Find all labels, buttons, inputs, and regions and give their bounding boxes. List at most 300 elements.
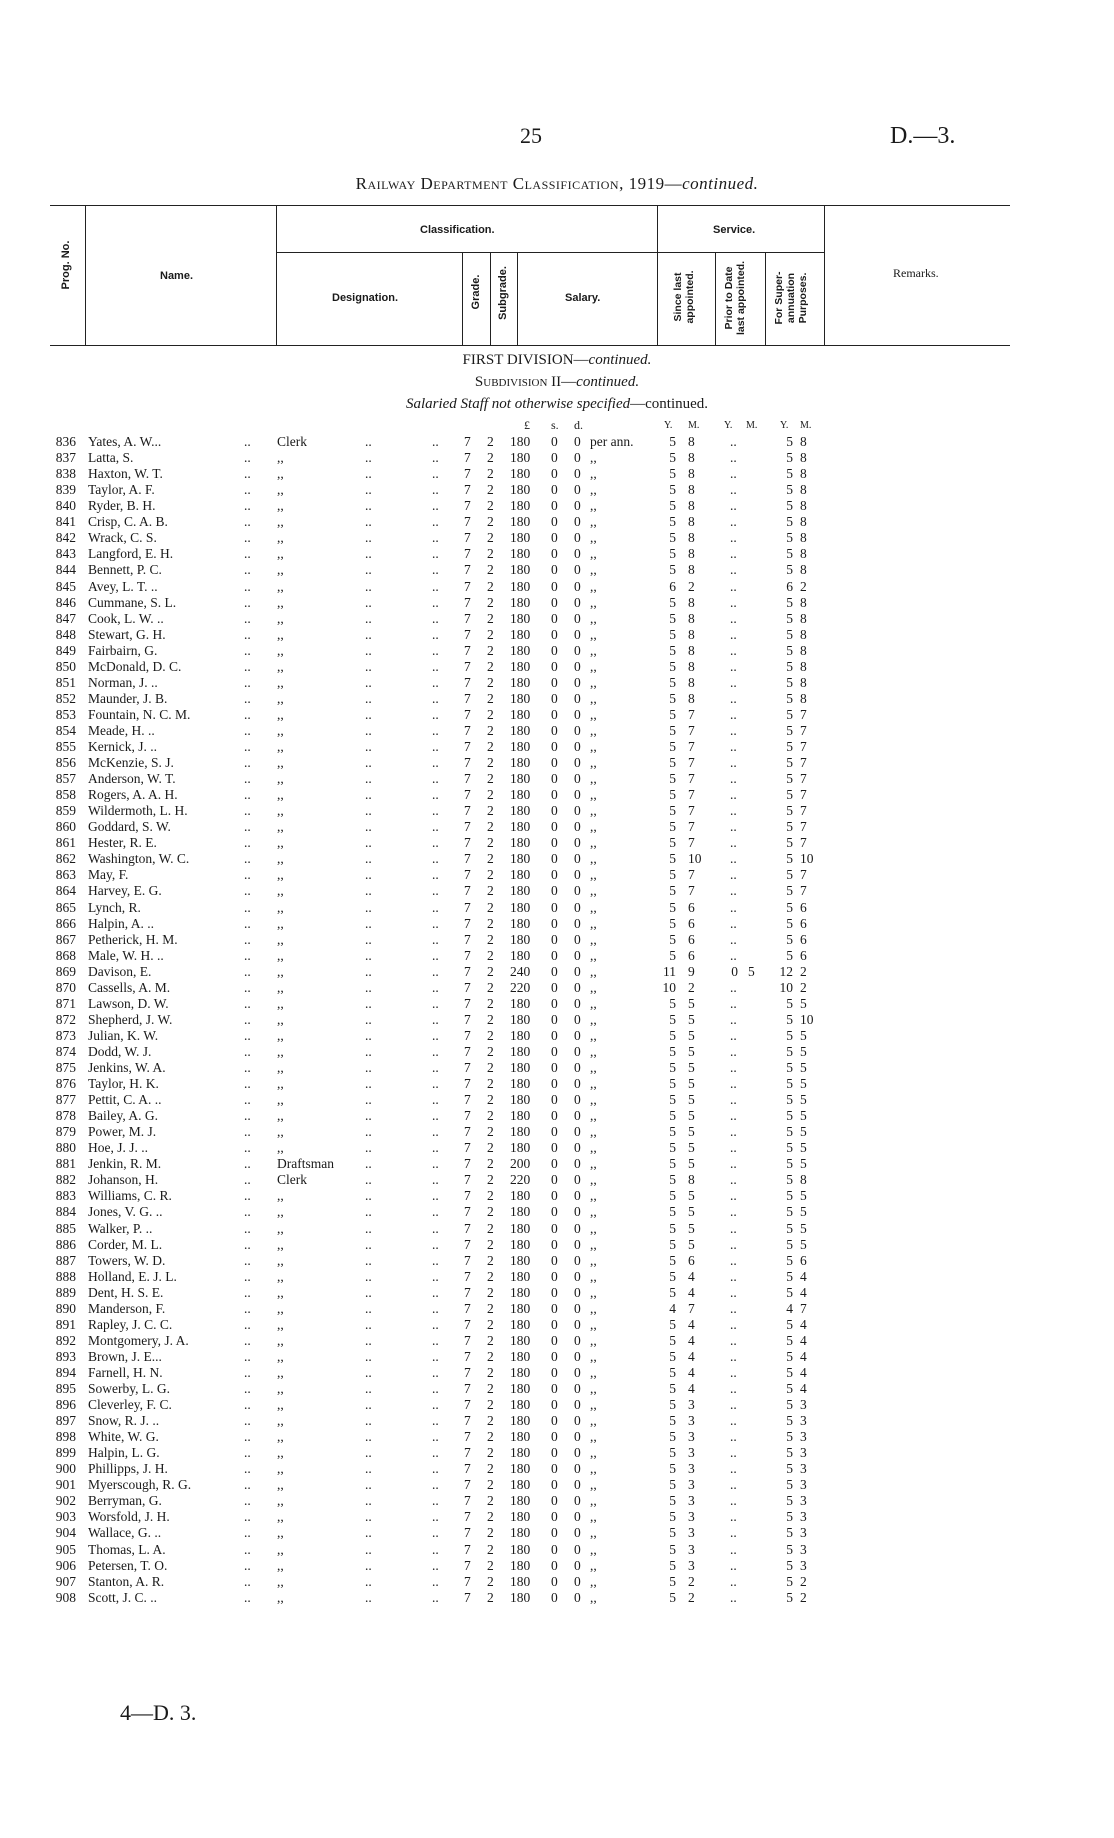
grade-cell: 7 (464, 1429, 471, 1445)
subgrade-cell: 2 (487, 466, 494, 482)
salary-pence-cell: 0 (574, 498, 581, 514)
name-cell: McDonald, D. C. (88, 658, 182, 674)
leader-dots: .. (730, 1381, 737, 1396)
name-cell: Goddard, S. W. (88, 819, 171, 835)
since-years-cell: 5 (669, 1364, 676, 1380)
salary-pence-cell: 0 (574, 1076, 581, 1091)
since-years-cell: 5 (669, 450, 676, 466)
super-months-cell: 8 (800, 450, 807, 466)
salary-pounds-cell: 180 (510, 1124, 531, 1140)
leader-dots: .. (432, 1300, 439, 1316)
grade-cell: 7 (464, 995, 471, 1011)
salary-shillings-cell: 0 (551, 1573, 558, 1589)
salary-pence-cell: 0 (574, 450, 581, 466)
name-cell: Cook, L. W. .. (88, 610, 164, 626)
since-months-cell: 8 (688, 642, 695, 658)
leader-dots: .. (730, 466, 737, 482)
since-years-cell: 5 (669, 546, 676, 562)
prog-no-cell: 888 (55, 1268, 76, 1284)
salary-period-cell: ,, (590, 722, 597, 738)
name-cell: Washington, W. C. (88, 851, 190, 867)
table-row (0, 1285, 1114, 1301)
salary-pence-cell: 0 (574, 594, 581, 610)
super-years-cell: 5 (786, 1124, 793, 1140)
salary-pounds-cell: 180 (510, 482, 531, 498)
leader-dots: .. (244, 1236, 251, 1252)
salary-pounds-cell: 180 (510, 530, 531, 546)
leader-dots: .. (365, 1348, 372, 1364)
salary-shillings-cell: 0 (551, 1316, 558, 1332)
leader-dots: .. (432, 546, 439, 562)
table-row (0, 595, 1114, 611)
since-months-cell: 7 (688, 835, 695, 851)
table-row (0, 1445, 1114, 1461)
super-months-cell: 5 (800, 1060, 807, 1075)
super-years-cell: 5 (786, 1573, 793, 1589)
leader-dots: .. (365, 706, 372, 722)
salary-period-cell: ,, (590, 1060, 597, 1075)
page-title (0, 174, 1114, 194)
super-years-cell: 5 (786, 1316, 793, 1332)
grade-cell: 7 (464, 482, 471, 498)
super-years-cell: 5 (786, 755, 793, 770)
designation-cell: ,, (277, 931, 284, 947)
leader-dots: .. (432, 658, 439, 674)
designation-cell: ,, (277, 899, 284, 915)
leader-dots: .. (244, 546, 251, 562)
designation-cell: ,, (277, 915, 284, 931)
since-years-cell: 5 (669, 1445, 676, 1461)
prog-no-cell: 876 (55, 1076, 76, 1091)
super-months-cell: 3 (800, 1541, 807, 1557)
super-months-cell: 8 (800, 626, 807, 642)
super-months-cell: 8 (800, 1172, 807, 1188)
super-months-cell: 4 (800, 1381, 807, 1396)
subgrade-cell: 2 (487, 562, 494, 578)
super-years-cell: 5 (786, 1284, 793, 1300)
designation-cell: ,, (277, 482, 284, 498)
leader-dots: .. (432, 1124, 439, 1140)
leader-dots: .. (432, 1332, 439, 1348)
since-years-cell: 5 (669, 915, 676, 931)
grade-cell: 7 (464, 546, 471, 562)
since-years-cell: 5 (669, 739, 676, 754)
subgrade-cell: 2 (487, 626, 494, 642)
table-row (0, 659, 1114, 675)
super-months-cell: 2 (800, 963, 807, 979)
salary-shillings-cell: 0 (551, 466, 558, 482)
leader-dots: .. (244, 690, 251, 706)
salary-pence-cell: 0 (574, 1316, 581, 1332)
table-row (0, 1333, 1114, 1349)
salary-shillings-cell: 0 (551, 674, 558, 690)
since-years-cell: 5 (669, 1060, 676, 1075)
name-cell: Bailey, A. G. (88, 1108, 158, 1124)
salary-shillings-cell: 0 (551, 883, 558, 899)
salary-pence-cell: 0 (574, 1493, 581, 1509)
salary-pounds-cell: 180 (510, 947, 531, 963)
salary-pence-cell: 0 (574, 819, 581, 835)
designation-cell: ,, (277, 658, 284, 674)
subdivision-heading (0, 374, 1114, 391)
table-row (0, 1574, 1114, 1590)
super-months-cell: 6 (800, 899, 807, 915)
salary-period-cell: ,, (590, 530, 597, 546)
salary-period-cell: ,, (590, 1300, 597, 1316)
super-months-cell: 3 (800, 1445, 807, 1461)
since-months-cell: 5 (688, 1140, 695, 1156)
salary-period-cell: ,, (590, 450, 597, 466)
leader-dots: .. (365, 1364, 372, 1380)
leader-dots: .. (730, 706, 737, 722)
leader-dots: .. (365, 1461, 372, 1477)
designation-cell: ,, (277, 562, 284, 578)
salary-shillings-cell: 0 (551, 787, 558, 803)
leader-dots: .. (730, 867, 737, 883)
leader-dots: .. (432, 979, 439, 995)
name-cell: Fairbairn, G. (88, 642, 158, 658)
super-months-cell: 3 (800, 1461, 807, 1477)
salary-period-cell: ,, (590, 1461, 597, 1477)
table-row (0, 916, 1114, 932)
salary-pence-cell: 0 (574, 867, 581, 883)
designation-cell: ,, (277, 819, 284, 835)
leader-dots: .. (244, 610, 251, 626)
leader-dots: .. (365, 578, 372, 594)
salary-pence-cell: 0 (574, 706, 581, 722)
table-row (0, 739, 1114, 755)
col-divider (276, 205, 277, 345)
salary-pounds-cell: 180 (510, 658, 531, 674)
since-years-cell: 5 (669, 674, 676, 690)
header-subgrade: Subgrade. (497, 266, 509, 320)
unit-years: Y. (724, 420, 733, 431)
subgrade-cell: 2 (487, 1060, 494, 1075)
salary-pence-cell: 0 (574, 1589, 581, 1605)
name-cell: McKenzie, S. J. (88, 755, 174, 770)
leader-dots: .. (244, 1509, 251, 1525)
salary-pence-cell: 0 (574, 1477, 581, 1493)
prog-no-cell: 872 (55, 1011, 76, 1027)
super-months-cell: 7 (800, 803, 807, 819)
salary-pounds-cell: 180 (510, 690, 531, 706)
unit-months: M. (688, 420, 700, 431)
unit-pound: £ (524, 418, 530, 432)
since-months-cell: 8 (688, 562, 695, 578)
subgrade-cell: 2 (487, 739, 494, 754)
super-months-cell: 4 (800, 1284, 807, 1300)
grade-cell: 7 (464, 1172, 471, 1188)
leader-dots: .. (730, 1413, 737, 1429)
salary-period-cell: ,, (590, 1043, 597, 1059)
grade-cell: 7 (464, 626, 471, 642)
subgrade-cell: 2 (487, 1156, 494, 1172)
table-row (0, 1477, 1114, 1493)
subgrade-cell: 2 (487, 1252, 494, 1268)
salary-pence-cell: 0 (574, 995, 581, 1011)
header-service: Service. (713, 224, 756, 236)
designation-cell: ,, (277, 1364, 284, 1380)
leader-dots: .. (730, 1092, 737, 1108)
grade-cell: 7 (464, 1477, 471, 1493)
name-cell: Jones, V. G. .. (88, 1204, 163, 1220)
table-row (0, 562, 1114, 578)
table-row (0, 1044, 1114, 1060)
name-cell: Shepherd, J. W. (88, 1011, 173, 1027)
salary-period-cell: ,, (590, 1027, 597, 1043)
super-years-cell: 5 (786, 626, 793, 642)
leader-dots: .. (244, 1573, 251, 1589)
designation-cell: ,, (277, 1300, 284, 1316)
super-years-cell: 5 (786, 1156, 793, 1172)
leader-dots: .. (432, 466, 439, 482)
since-years-cell: 5 (669, 1236, 676, 1252)
prog-no-cell: 869 (55, 963, 76, 979)
leader-dots: .. (730, 1461, 737, 1477)
since-months-cell: 8 (688, 546, 695, 562)
salary-period-cell: ,, (590, 1220, 597, 1236)
prog-no-cell: 838 (55, 466, 76, 482)
salary-period-cell: ,, (590, 739, 597, 754)
salary-pounds-cell: 180 (510, 610, 531, 626)
table-row (0, 932, 1114, 948)
leader-dots: .. (730, 755, 737, 770)
leader-dots: .. (244, 883, 251, 899)
subgrade-cell: 2 (487, 1188, 494, 1204)
salary-shillings-cell: 0 (551, 1509, 558, 1525)
leader-dots: .. (730, 546, 737, 562)
prog-no-cell: 860 (55, 819, 76, 835)
super-years-cell: 5 (786, 1461, 793, 1477)
salary-pence-cell: 0 (574, 803, 581, 819)
since-months-cell: 8 (688, 1172, 695, 1188)
designation-cell: ,, (277, 1397, 284, 1412)
since-months-cell: 7 (688, 867, 695, 883)
subgrade-cell: 2 (487, 1493, 494, 1509)
leader-dots: .. (365, 1397, 372, 1412)
header-name: Name. (160, 270, 194, 282)
name-cell: Anderson, W. T. (88, 771, 176, 786)
grade-cell: 7 (464, 1493, 471, 1509)
since-years-cell: 5 (669, 1525, 676, 1541)
salary-pounds-cell: 180 (510, 1557, 531, 1573)
salary-pence-cell: 0 (574, 1525, 581, 1541)
salary-pence-cell: 0 (574, 1204, 581, 1220)
salary-pounds-cell: 180 (510, 1140, 531, 1156)
leader-dots: .. (244, 450, 251, 466)
super-months-cell: 6 (800, 931, 807, 947)
salary-shillings-cell: 0 (551, 1525, 558, 1541)
name-cell: Crisp, C. A. B. (88, 514, 168, 530)
salary-shillings-cell: 0 (551, 1300, 558, 1316)
since-years-cell: 5 (669, 610, 676, 626)
leader-dots: .. (730, 690, 737, 706)
since-months-cell: 10 (688, 851, 702, 867)
salary-pounds-cell: 180 (510, 1509, 531, 1525)
salary-period-cell: ,, (590, 514, 597, 530)
salary-period-cell: ,, (590, 658, 597, 674)
grade-cell: 7 (464, 819, 471, 835)
salary-pence-cell: 0 (574, 1509, 581, 1525)
salary-shillings-cell: 0 (551, 915, 558, 931)
salary-shillings-cell: 0 (551, 947, 558, 963)
salary-pounds-cell: 180 (510, 915, 531, 931)
table-row (0, 1493, 1114, 1509)
since-months-cell: 5 (688, 1011, 695, 1027)
super-years-cell: 5 (786, 466, 793, 482)
salary-pounds-cell: 180 (510, 739, 531, 754)
salary-pence-cell: 0 (574, 1027, 581, 1043)
leader-dots: .. (365, 1316, 372, 1332)
subgrade-cell: 2 (487, 1477, 494, 1493)
subgrade-cell: 2 (487, 434, 494, 449)
subgrade-cell: 2 (487, 931, 494, 947)
table-row (0, 1156, 1114, 1172)
since-years-cell: 5 (669, 658, 676, 674)
super-years-cell: 5 (786, 1332, 793, 1348)
since-months-cell: 3 (688, 1445, 695, 1461)
salary-pence-cell: 0 (574, 1541, 581, 1557)
salary-pounds-cell: 180 (510, 706, 531, 722)
leader-dots: .. (730, 1060, 737, 1075)
subgrade-cell: 2 (487, 498, 494, 514)
name-cell: Male, W. H. .. (88, 947, 164, 963)
designation-cell: ,, (277, 755, 284, 770)
salary-period-cell: ,, (590, 947, 597, 963)
leader-dots: .. (730, 514, 737, 530)
leader-dots: .. (432, 1525, 439, 1541)
salary-pounds-cell: 180 (510, 1027, 531, 1043)
since-years-cell: 5 (669, 1429, 676, 1445)
since-years-cell: 5 (669, 642, 676, 658)
prog-no-cell: 887 (55, 1252, 76, 1268)
since-years-cell: 5 (669, 1573, 676, 1589)
staff-title: Salaried Staff not otherwise specified (405, 396, 631, 412)
since-years-cell: 4 (669, 1300, 676, 1316)
leader-dots: .. (365, 1076, 372, 1091)
leader-dots: .. (730, 658, 737, 674)
name-cell: Worsfold, J. H. (88, 1509, 170, 1525)
salary-period-cell: ,, (590, 899, 597, 915)
name-cell: Cassells, A. M. (88, 979, 171, 995)
leader-dots: .. (432, 722, 439, 738)
designation-cell: ,, (277, 514, 284, 530)
leader-dots: .. (432, 1413, 439, 1429)
subgrade-cell: 2 (487, 450, 494, 466)
subgrade-cell: 2 (487, 899, 494, 915)
subgrade-cell: 2 (487, 1027, 494, 1043)
designation-cell: ,, (277, 1348, 284, 1364)
leader-dots: .. (432, 1429, 439, 1445)
leader-dots: .. (244, 1284, 251, 1300)
super-months-cell: 3 (800, 1557, 807, 1573)
since-years-cell: 5 (669, 803, 676, 819)
name-cell: May, F. (88, 867, 129, 883)
designation-cell: Clerk (277, 434, 307, 449)
salary-pounds-cell: 180 (510, 1252, 531, 1268)
subgrade-cell: 2 (487, 1204, 494, 1220)
salary-period-cell: ,, (590, 1429, 597, 1445)
prog-no-cell: 865 (55, 899, 76, 915)
salary-period-cell: ,, (590, 1397, 597, 1412)
leader-dots: .. (432, 995, 439, 1011)
salary-shillings-cell: 0 (551, 1397, 558, 1412)
salary-pence-cell: 0 (574, 658, 581, 674)
subgrade-cell: 2 (487, 658, 494, 674)
leader-dots: .. (432, 434, 439, 449)
salary-pence-cell: 0 (574, 578, 581, 594)
table-row (0, 498, 1114, 514)
grade-cell: 7 (464, 658, 471, 674)
super-months-cell: 5 (800, 1108, 807, 1124)
table-row (0, 514, 1114, 530)
salary-shillings-cell: 0 (551, 979, 558, 995)
table-row (0, 1317, 1114, 1333)
leader-dots: .. (432, 883, 439, 899)
designation-cell: ,, (277, 883, 284, 899)
leader-dots: .. (730, 1172, 737, 1188)
since-months-cell: 5 (688, 1043, 695, 1059)
grade-cell: 7 (464, 803, 471, 819)
since-months-cell: 7 (688, 787, 695, 803)
leader-dots: .. (730, 610, 737, 626)
salary-pounds-cell: 180 (510, 1300, 531, 1316)
super-months-cell: 8 (800, 658, 807, 674)
salary-shillings-cell: 0 (551, 1493, 558, 1509)
leader-dots: .. (432, 931, 439, 947)
salary-shillings-cell: 0 (551, 1076, 558, 1091)
since-months-cell: 5 (688, 1027, 695, 1043)
since-years-cell: 5 (669, 867, 676, 883)
table-row (0, 1108, 1114, 1124)
leader-dots: .. (730, 1573, 737, 1589)
super-years-cell: 5 (786, 1413, 793, 1429)
salary-shillings-cell: 0 (551, 658, 558, 674)
subgrade-cell: 2 (487, 1284, 494, 1300)
leader-dots: .. (730, 642, 737, 658)
leader-dots: .. (244, 482, 251, 498)
salary-period-cell: ,, (590, 1316, 597, 1332)
super-months-cell: 8 (800, 466, 807, 482)
leader-dots: .. (730, 819, 737, 835)
designation-cell: ,, (277, 1509, 284, 1525)
leader-dots: .. (244, 1188, 251, 1204)
since-years-cell: 5 (669, 1043, 676, 1059)
salary-period-cell: ,, (590, 594, 597, 610)
leader-dots: .. (365, 787, 372, 803)
since-months-cell: 8 (688, 482, 695, 498)
prog-no-cell: 900 (55, 1461, 76, 1477)
salary-pence-cell: 0 (574, 1252, 581, 1268)
prog-no-cell: 883 (55, 1188, 76, 1204)
salary-pounds-cell: 180 (510, 1220, 531, 1236)
leader-dots: .. (432, 594, 439, 610)
salary-period-cell: ,, (590, 1236, 597, 1252)
since-years-cell: 5 (669, 1076, 676, 1091)
leader-dots: .. (365, 1124, 372, 1140)
leader-dots: .. (730, 1188, 737, 1204)
leader-dots: .. (244, 931, 251, 947)
leader-dots: .. (730, 1027, 737, 1043)
leader-dots: .. (730, 1220, 737, 1236)
super-months-cell: 5 (800, 1204, 807, 1220)
leader-dots: .. (365, 1477, 372, 1493)
prog-no-cell: 886 (55, 1236, 76, 1252)
salary-shillings-cell: 0 (551, 803, 558, 819)
designation-cell: Clerk (277, 1172, 307, 1188)
prog-no-cell: 902 (55, 1493, 76, 1509)
super-years-cell: 5 (786, 642, 793, 658)
